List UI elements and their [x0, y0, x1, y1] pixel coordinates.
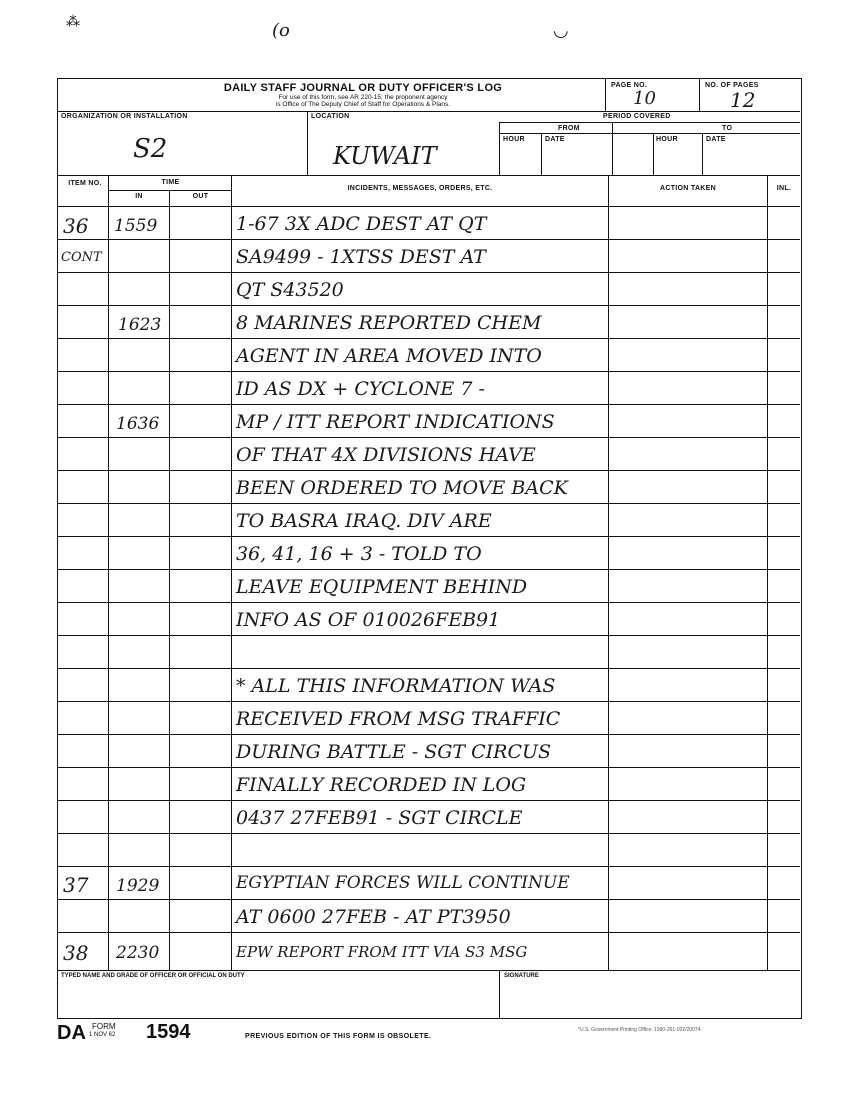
scan-mark-left: ⁂ [66, 14, 80, 30]
form-da: DA [57, 1022, 86, 1044]
row-entry-text: ID AS DX + CYCLONE 7 - [236, 378, 485, 400]
row-entry-text: 36, 41, 16 + 3 - TOLD TO [236, 543, 482, 565]
signature-label: SIGNATURE [504, 973, 539, 979]
row-entry-text: AGENT IN AREA MOVED INTO [236, 345, 542, 367]
no-of-pages-label: NO. OF PAGES [705, 82, 759, 89]
row-item-no: CONT [61, 250, 102, 265]
row-entry-text: BEEN ORDERED TO MOVE BACK [236, 477, 568, 499]
col-incidents: INCIDENTS, MESSAGES, ORDERS, ETC. [347, 185, 493, 192]
col-time-out: OUT [192, 193, 209, 200]
location-label: LOCATION [311, 113, 350, 120]
col-time-in: IN [135, 193, 143, 200]
from-hour-label: HOUR [503, 136, 525, 143]
row-entry-text: 1-67 3X ADC DEST AT QT [236, 213, 487, 235]
form-title-block [163, 82, 563, 108]
gpo-imprint: *U.S. Government Printing Office: 1990-261-032/20074 [578, 1027, 701, 1033]
row-entry-text: LEAVE EQUIPMENT BEHIND [236, 576, 528, 598]
row-entry-text: RECEIVED FROM MSG TRAFFIC [236, 708, 561, 730]
row-time-in: 1636 [116, 414, 160, 434]
row-time-in: 1929 [116, 876, 160, 896]
row-time-in: 1559 [114, 216, 158, 236]
form-title: DAILY STAFF JOURNAL OR DUTY OFFICER'S LOG [223, 82, 503, 94]
row-item-no: 36 [63, 214, 89, 238]
row-entry-text: SA9499 - 1XTSS DEST AT [236, 246, 486, 268]
scan-mark-right: ◡ [553, 20, 569, 41]
row-entry-text: MP / ITT REPORT INDICATIONS [236, 411, 555, 433]
row-entry-text: DURING BATTLE - SGT CIRCUS [236, 741, 552, 763]
col-item-no: ITEM NO. [68, 180, 102, 187]
org-label: ORGANIZATION OR INSTALLATION [61, 113, 188, 120]
page-no-value: 10 [633, 88, 656, 109]
form-subtitle-2: is Office of The Deputy Chief of Staff for Operations & Plans. [275, 101, 451, 108]
period-to-label: TO [722, 125, 733, 132]
period-covered-label: PERIOD COVERED [603, 113, 671, 120]
row-entry-text: OF THAT 4X DIVISIONS HAVE [236, 444, 536, 466]
row-entry-text: 8 MARINES REPORTED CHEM [236, 312, 542, 334]
typed-name-label: TYPED NAME AND GRADE OF OFFICER OR OFFICIAL ON DUTY [61, 973, 245, 979]
form-word: FORM [92, 1022, 116, 1031]
journal-form [57, 78, 802, 1019]
form-number: 1594 [146, 1021, 191, 1043]
row-entry-text: * ALL THIS INFORMATION WAS [236, 675, 556, 697]
row-time-in: 2230 [116, 943, 160, 963]
to-hour-label: HOUR [656, 136, 678, 143]
row-entry-text: QT S43520 [236, 279, 344, 301]
row-entry-text: INFO AS OF 010026FEB91 [236, 609, 501, 631]
row-entry-text: EPW REPORT FROM ITT VIA S3 MSG [236, 943, 528, 961]
col-action-taken: ACTION TAKEN [660, 185, 716, 192]
row-entry-text: AT 0600 27FEB - AT PT3950 [236, 906, 511, 928]
row-time-in: 1623 [118, 315, 162, 335]
row-entry-text: TO BASRA IRAQ. DIV ARE [236, 510, 492, 532]
row-item-no: 38 [63, 941, 89, 965]
location-value: KUWAIT [333, 142, 437, 170]
row-entry-text: 0437 27FEB91 - SGT CIRCLE [236, 807, 523, 829]
previous-edition-notice: PREVIOUS EDITION OF THIS FORM IS OBSOLETE. [245, 1033, 432, 1040]
page-no-label: PAGE NO. [611, 82, 648, 89]
from-date-label: DATE [545, 136, 565, 143]
no-of-pages-value: 12 [730, 88, 756, 112]
row-entry-text: FINALLY RECORDED IN LOG [236, 774, 527, 796]
row-item-no: 37 [63, 873, 89, 897]
form-subtitle-1: For use of this form, see AR 220-15; the proponent agency [278, 94, 448, 101]
col-time: TIME [161, 179, 180, 186]
period-from-label: FROM [558, 125, 580, 132]
to-date-label: DATE [706, 136, 726, 143]
form-date: 1 NOV 62 [89, 1032, 116, 1038]
row-entry-text: EGYPTIAN FORCES WILL CONTINUE [236, 873, 570, 893]
col-initials: INL. [776, 185, 792, 192]
org-value: S2 [133, 134, 168, 164]
scan-mark-center: (o [272, 20, 290, 41]
